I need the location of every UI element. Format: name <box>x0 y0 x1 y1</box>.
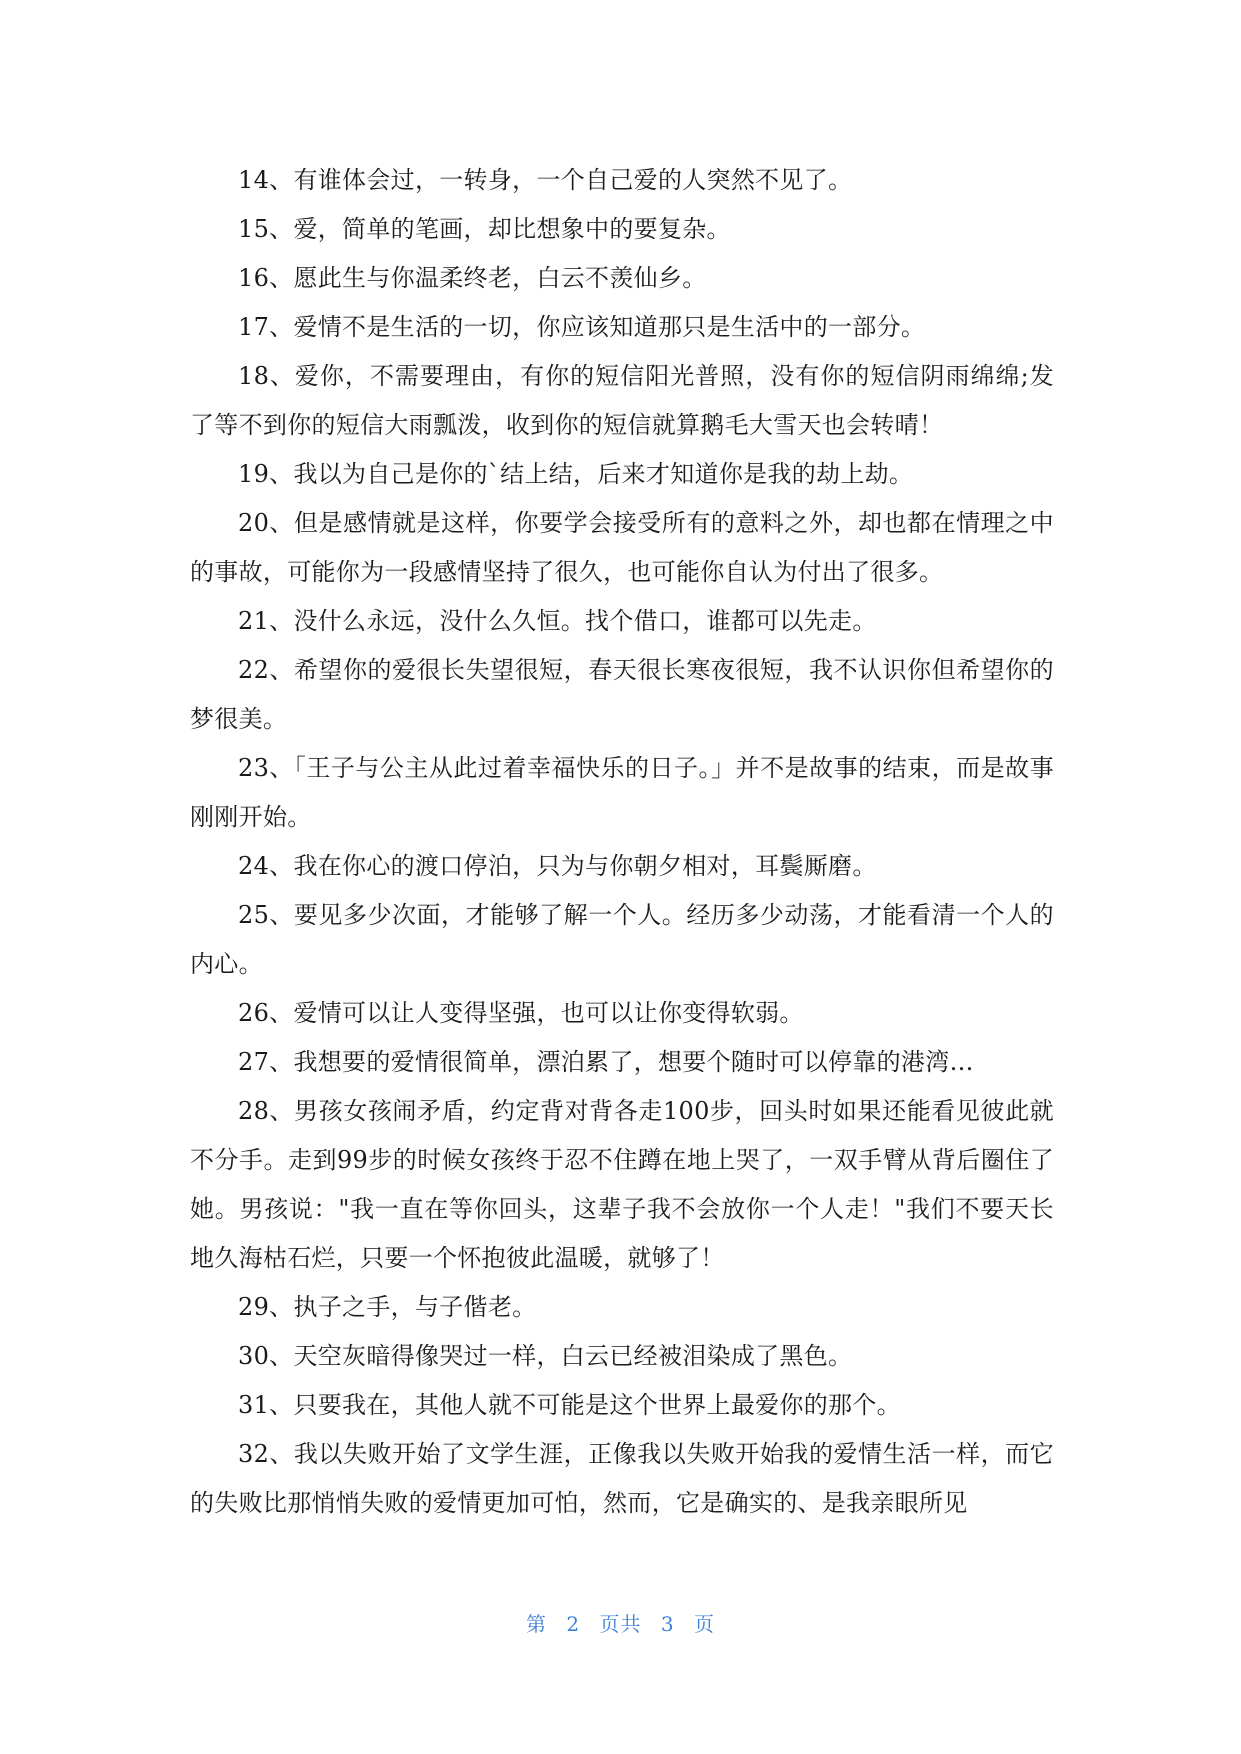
paragraph-18: 18、爱你，不需要理由，有你的短信阳光普照，没有你的短信阴雨绵绵;发了等不到你的短信大雨瓢泼，收到你的短信就算鹅毛大雪天也会转晴！ <box>190 362 1054 439</box>
paragraph-29: 29、执子之手，与子偕老。 <box>238 1293 537 1321</box>
paragraph-17: 17、爱情不是生活的一切，你应该知道那只是生活中的一部分。 <box>238 313 926 341</box>
footer-prefix: 第 <box>526 1612 548 1636</box>
document-body <box>190 156 1054 1528</box>
paragraph-16: 16、愿此生与你温柔终老，白云不羡仙乡。 <box>238 264 707 292</box>
paragraph-25: 25、要见多少次面，才能够了解一个人。经历多少动荡，才能看清一个人的内心。 <box>190 901 1054 978</box>
footer-current-page: 2 <box>566 1612 581 1636</box>
page-footer <box>0 1608 1241 1637</box>
footer-suffix: 页 <box>693 1612 715 1636</box>
paragraph-19: 19、我以为自己是你的`结上结，后来才知道你是我的劫上劫。 <box>238 460 914 488</box>
footer-middle: 页共 <box>599 1612 642 1636</box>
paragraph-31: 31、只要我在，其他人就不可能是这个世界上最爱你的那个。 <box>238 1391 901 1419</box>
paragraph-23: 23、「王子与公主从此过着幸福快乐的日子。」并不是故事的结束，而是故事刚刚开始。 <box>190 754 1054 831</box>
paragraph-30: 30、天空灰暗得像哭过一样，白云已经被泪染成了黑色。 <box>238 1342 853 1370</box>
paragraph-26: 26、爱情可以让人变得坚强，也可以让你变得软弱。 <box>238 999 804 1027</box>
paragraph-15: 15、爱，简单的笔画，却比想象中的要复杂。 <box>238 215 731 243</box>
paragraph-28: 28、男孩女孩闹矛盾，约定背对背各走100步，回头时如果还能看见彼此就不分手。走到99步的时候女孩终于忍不住蹲在地上哭了，一双手臂从背后圈住了她。男孩说："我一直在等你回头，这辈子我不会放你一个人走！"我们不要天长地久海枯石烂，只要一个怀抱彼此温暖，就够了！ <box>190 1097 1054 1272</box>
paragraph-32: 32、我以失败开始了文学生涯，正像我以失败开始我的爱情生活一样，而它的失败比那悄悄失败的爱情更加可怕，然而，它是确实的、是我亲眼所见 <box>190 1440 1054 1517</box>
paragraph-20: 20、但是感情就是这样，你要学会接受所有的意料之外，却也都在情理之中的事故，可能你为一段感情坚持了很久，也可能你自认为付出了很多。 <box>190 509 1054 586</box>
paragraph-22: 22、希望你的爱很长失望很短，春天很长寒夜很短，我不认识你但希望你的梦很美。 <box>190 656 1054 733</box>
footer-total-pages: 3 <box>660 1612 675 1636</box>
paragraph-27: 27、我想要的爱情很简单，漂泊累了，想要个随时可以停靠的港湾… <box>238 1048 974 1076</box>
paragraph-24: 24、我在你心的渡口停泊，只为与你朝夕相对，耳鬓厮磨。 <box>238 852 877 880</box>
paragraph-14: 14、有谁体会过，一转身，一个自己爱的人突然不见了。 <box>238 166 853 194</box>
paragraph-21: 21、没什么永远，没什么久恒。找个借口，谁都可以先走。 <box>238 607 877 635</box>
